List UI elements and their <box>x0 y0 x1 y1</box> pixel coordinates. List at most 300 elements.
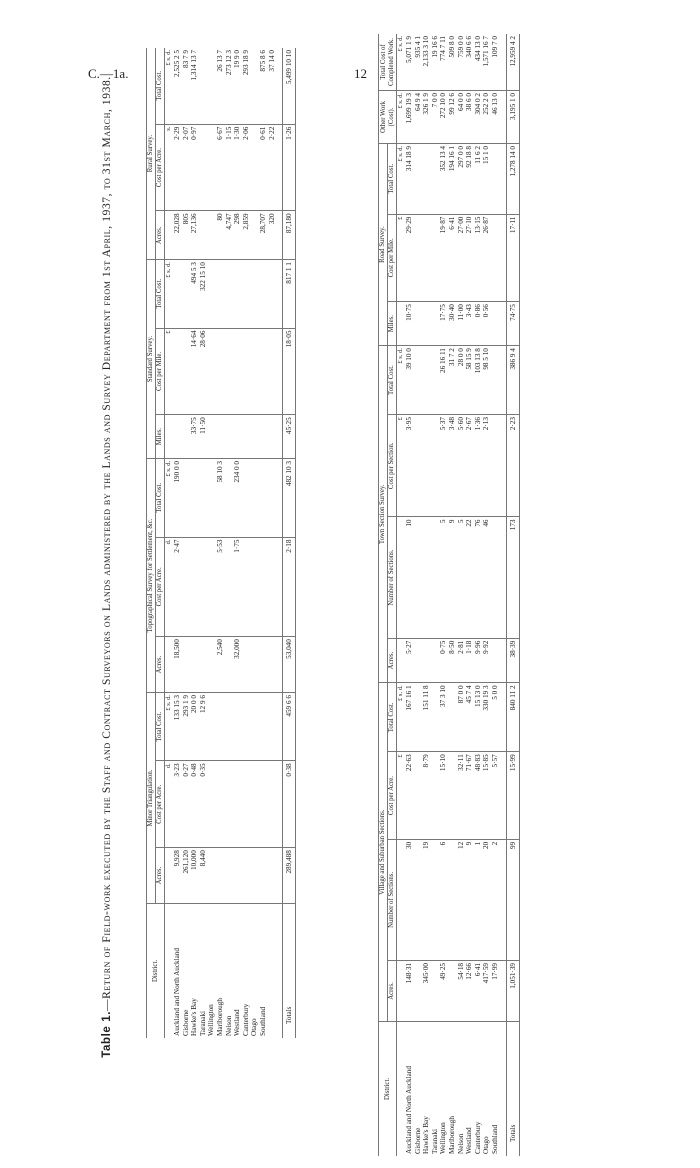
table-cell <box>259 637 268 693</box>
table-cell <box>207 848 216 904</box>
table-cell <box>242 693 251 761</box>
table-cell <box>414 517 423 638</box>
table-cell: 58 10 3 <box>216 458 225 537</box>
district-name: Westland <box>233 1009 242 1036</box>
table-cell <box>491 214 500 301</box>
totals-cell: 45·25 <box>283 415 296 459</box>
table-cell <box>190 537 199 637</box>
table-cell: 30 <box>405 839 414 960</box>
table-cell <box>268 537 277 637</box>
table-cell: 2·06 <box>242 124 251 211</box>
table-cell: 2,540 <box>216 637 225 693</box>
unit-label: £ s. d. <box>397 34 406 91</box>
district-name: Auckland and North Auckland <box>405 1065 413 1154</box>
table-cell <box>431 144 440 215</box>
table-cell: 234 0 0 <box>233 458 242 537</box>
table-cell <box>422 346 431 415</box>
table-cell: 32·11 <box>457 752 466 839</box>
table-cell: 293 18 9 <box>242 48 251 124</box>
table-cell <box>225 637 234 693</box>
table-cell: 0·27 <box>182 761 191 848</box>
table-cell: 5 0 0 <box>491 683 500 752</box>
column-header: Cost per Mile. <box>388 214 397 301</box>
table-cell <box>225 693 234 761</box>
table-cell: 18,500 <box>173 637 182 693</box>
table-cell <box>250 415 259 459</box>
table-cell: 26 16 11 <box>439 346 448 415</box>
column-header: Acres. <box>156 637 165 693</box>
page-reference: C.—1a. <box>88 66 129 81</box>
table-cell: 2·13 <box>482 415 491 517</box>
unit-label: £ s. d. <box>165 260 174 328</box>
table-cell <box>182 415 191 459</box>
table-cell: 352 13 4 <box>439 144 448 215</box>
table-cell: 5·53 <box>216 537 225 637</box>
district-name: Southland <box>258 1006 267 1036</box>
unit-label: £ s. d. <box>165 458 174 537</box>
table-cell: 167 16 1 <box>405 683 414 752</box>
table-cell: 330 19 3 <box>482 683 491 752</box>
table-cell <box>199 537 208 637</box>
table-cell <box>182 637 191 693</box>
district-name: Otago <box>482 1136 491 1154</box>
unit-label <box>165 211 174 260</box>
table-cell: 326 1 9 <box>422 91 431 144</box>
table-cell: 22 <box>465 517 474 638</box>
column-header: Total Cost. <box>156 458 165 537</box>
totals-cell: 459 6 6 <box>283 693 296 761</box>
table-row <box>173 48 182 1038</box>
table-cell <box>259 761 268 848</box>
table-cell: 37 3 10 <box>439 683 448 752</box>
table-cell: 304 0 2 <box>474 91 483 144</box>
table-cell: 9,928 <box>173 848 182 904</box>
table-cell <box>491 638 500 683</box>
totals-cell: 386 9 4 <box>506 346 519 415</box>
table-cell <box>268 260 277 328</box>
table-row <box>259 48 268 1038</box>
table-cell: 0·61 <box>259 124 268 211</box>
table-cell <box>431 415 440 517</box>
group-header-village: Village and Suburban Sections. <box>379 683 388 1022</box>
totals-cell: 817 1 1 <box>283 260 296 328</box>
district-name: Marlborough <box>215 998 224 1036</box>
table-cell: 32,000 <box>233 637 242 693</box>
table-cell: 12 <box>457 839 466 960</box>
table-cell: 83 7 9 <box>182 48 191 124</box>
table-cell: 2,859 <box>242 211 251 260</box>
district-header: District. <box>151 959 159 983</box>
table-cell: 0·48 <box>190 761 199 848</box>
table-cell: 26 13 7 <box>216 48 225 124</box>
table-cell <box>250 761 259 848</box>
table-cell: 6·41 <box>474 960 483 1021</box>
district-name: Gisborne <box>181 1009 190 1036</box>
table-cell <box>242 260 251 328</box>
table-cell: 6 <box>439 839 448 960</box>
table-cell: 2·29 <box>173 124 182 211</box>
table-cell: 29·29 <box>405 214 414 301</box>
district-name: Wellington <box>207 1004 216 1036</box>
table-cell: 19 9 0 <box>233 48 242 124</box>
table-cell: 8·50 <box>448 638 457 683</box>
table-cell: 2·47 <box>173 537 182 637</box>
table-cell <box>207 260 216 328</box>
table-cell: 9·96 <box>474 638 483 683</box>
table-cell <box>225 328 234 415</box>
table-row <box>190 48 199 1038</box>
table-cell <box>414 638 423 683</box>
table-cell <box>173 328 182 415</box>
table-cell: 2·81 <box>457 638 466 683</box>
table-cell <box>199 211 208 260</box>
totals-cell: 99 <box>506 839 519 960</box>
table-cell <box>414 144 423 215</box>
table-cell: 194 16 1 <box>448 144 457 215</box>
table-cell <box>233 260 242 328</box>
table-cell <box>414 214 423 301</box>
table-cell: 27,136 <box>190 211 199 260</box>
table-cell <box>422 517 431 638</box>
table-cell <box>431 839 440 960</box>
table-row <box>448 34 457 1156</box>
totals-cell: 17·11 <box>506 214 519 301</box>
table-cell <box>448 752 457 839</box>
totals-row <box>506 34 519 1156</box>
table-cell <box>414 960 423 1021</box>
table-row <box>457 34 466 1156</box>
table-cell <box>242 761 251 848</box>
table-cell: 20 <box>482 839 491 960</box>
table-cell <box>259 415 268 459</box>
table-cell: 28,707 <box>259 211 268 260</box>
table-cell <box>242 637 251 693</box>
unit-label <box>397 517 406 638</box>
table-cell: 87 0 0 <box>457 683 466 752</box>
table-cell <box>216 848 225 904</box>
table-cell <box>414 346 423 415</box>
table-cell <box>491 302 500 346</box>
table-cell <box>491 517 500 638</box>
totals-cell: 289,488 <box>283 848 296 904</box>
unit-label <box>165 415 174 459</box>
table-cell <box>259 848 268 904</box>
table-cell: 49·25 <box>439 960 448 1021</box>
table-cell: 15·10 <box>439 752 448 839</box>
table-cell <box>199 124 208 211</box>
unit-label: d. <box>165 537 174 637</box>
table-cell <box>491 415 500 517</box>
unit-label <box>165 848 174 904</box>
unit-label: d. <box>165 761 174 848</box>
table-cell <box>268 693 277 761</box>
table-cell <box>268 848 277 904</box>
table-cell <box>216 328 225 415</box>
table-cell <box>250 637 259 693</box>
totals-cell: 482 10 3 <box>283 458 296 537</box>
table-cell: 1,571 16 7 <box>482 34 491 91</box>
table-cell: 2·67 <box>465 415 474 517</box>
column-header: Acres. <box>156 848 165 904</box>
group-header-rural: Rural Survey. <box>147 48 156 260</box>
table-cell <box>225 761 234 848</box>
table-cell: 76 <box>474 517 483 638</box>
table-cell <box>207 48 216 124</box>
column-header: Total Cost. <box>156 693 165 761</box>
table-cell <box>199 48 208 124</box>
unit-label: £ s. d. <box>397 346 406 415</box>
table-cell: 37 14 0 <box>268 48 277 124</box>
table-cell: 0·86 <box>474 302 483 346</box>
table-row <box>233 48 242 1038</box>
table-cell <box>242 537 251 637</box>
district-name: Auckland and North Auckland <box>173 947 181 1036</box>
district-name: Canterbury <box>473 1121 482 1154</box>
table-cell <box>225 537 234 637</box>
unit-label <box>397 839 406 960</box>
table-cell <box>250 458 259 537</box>
table-cell <box>422 214 431 301</box>
page-number: 12 <box>354 66 367 81</box>
table-cell <box>190 637 199 693</box>
table-cell <box>182 260 191 328</box>
column-header: Cost per Acre. <box>156 761 165 848</box>
col-header-other-work: Other Work (Cost). <box>379 91 397 144</box>
column-header: Cost per Mile. <box>156 328 165 415</box>
totals-cell: 2·23 <box>506 415 519 517</box>
table-cell <box>250 848 259 904</box>
table-cell: 15 1 0 <box>482 144 491 215</box>
table-cell <box>422 144 431 215</box>
table-cell: 10·75 <box>405 302 414 346</box>
column-header: Cost per Acre. <box>156 124 165 211</box>
table-cell <box>207 458 216 537</box>
table-cell: 103 13 8 <box>474 346 483 415</box>
table-cell: 27·00 <box>457 214 466 301</box>
table-cell: 1 <box>474 839 483 960</box>
table-cell: 5 <box>439 517 448 638</box>
table-cell: 5·27 <box>405 638 414 683</box>
totals-cell: 5,499 10 10 <box>283 48 296 124</box>
table-cell <box>242 328 251 415</box>
group-header-standard: Standard Survey. <box>147 260 156 459</box>
table-cell: 417·59 <box>482 960 491 1021</box>
table-cell <box>268 415 277 459</box>
table-cell <box>207 637 216 693</box>
district-name: Marlborough <box>447 1116 456 1154</box>
table-cell: 935 4 1 <box>414 34 423 91</box>
table-cell <box>250 48 259 124</box>
totals-cell: 53,040 <box>283 637 296 693</box>
table-cell: 1·36 <box>474 415 483 517</box>
table-cell: 71·67 <box>465 752 474 839</box>
table-cell: 272 10 0 <box>439 91 448 144</box>
table-cell <box>431 517 440 638</box>
table-cell: 0·56 <box>482 302 491 346</box>
table-caption <box>100 62 115 1072</box>
table-cell: 1·30 <box>233 124 242 211</box>
table-cell <box>173 260 182 328</box>
table-cell: 26·87 <box>482 214 491 301</box>
table-cell: 15·85 <box>482 752 491 839</box>
totals-cell: 840 11 2 <box>506 683 519 752</box>
table-cell <box>448 839 457 960</box>
table-cell: 3·43 <box>465 302 474 346</box>
unit-label: £ s. d. <box>165 693 174 761</box>
table-cell <box>233 848 242 904</box>
table-cell <box>431 302 440 346</box>
table-row <box>414 34 423 1156</box>
table-cell <box>414 683 423 752</box>
table-cell: 109 7 0 <box>491 34 500 91</box>
district-name: Taranaki <box>198 1010 207 1036</box>
district-name: Canterbury <box>241 1003 250 1036</box>
table-cell <box>250 124 259 211</box>
table-cell <box>422 415 431 517</box>
table-cell: 774 7 11 <box>439 34 448 91</box>
district-name: Hawke's Bay <box>190 998 199 1036</box>
table-cell <box>414 839 423 960</box>
district-name: Gisborne <box>413 1127 422 1154</box>
table-cell: 17·99 <box>491 960 500 1021</box>
table-cell: 10,000 <box>190 848 199 904</box>
table-cell: 0·97 <box>190 124 199 211</box>
table-cell <box>242 415 251 459</box>
unit-label: £ <box>397 752 406 839</box>
table-cell <box>259 328 268 415</box>
table-cell: 31 7 2 <box>448 346 457 415</box>
table-cell: 7 0 0 <box>431 91 440 144</box>
table-cell <box>216 693 225 761</box>
table-cell: 10 <box>405 517 414 638</box>
table-cell <box>491 144 500 215</box>
totals-cell: 1·26 <box>283 124 296 211</box>
table-cell: 2,133 3 10 <box>422 34 431 91</box>
table-cell: 8,440 <box>199 848 208 904</box>
table-cell: 19·87 <box>439 214 448 301</box>
unit-label: £ s. d. <box>397 91 406 144</box>
table-row <box>250 48 259 1038</box>
table-cell <box>173 415 182 459</box>
column-header: Acres. <box>388 638 397 683</box>
table-row <box>199 48 208 1038</box>
table-cell <box>414 752 423 839</box>
table-cell: 0·75 <box>439 638 448 683</box>
table-row <box>225 48 234 1038</box>
table-cell <box>448 683 457 752</box>
table-cell: 11 6 2 <box>474 144 483 215</box>
table-cell <box>182 458 191 537</box>
table-cell: 98 5 10 <box>482 346 491 415</box>
table-cell: 12 9 6 <box>199 693 208 761</box>
field-work-table-1 <box>146 48 296 1038</box>
table-cell: 5,071 1 9 <box>405 34 414 91</box>
table-cell <box>233 761 242 848</box>
table-cell: 345·00 <box>422 960 431 1021</box>
table-title: —Return of Field-work executed by the Staff and Contract Surveyors on Lands administered by the Lands and Survey Department from 1st April, 1937, to 31st March, 1938. <box>101 76 113 1011</box>
table-cell <box>250 260 259 328</box>
table-row <box>491 34 500 1156</box>
column-header: Cost per Acre. <box>388 752 397 839</box>
table-label: Table 1. <box>101 1011 113 1058</box>
table-cell <box>182 537 191 637</box>
table-cell: 14·64 <box>190 328 199 415</box>
table-cell: 11·00 <box>457 302 466 346</box>
table-cell <box>259 693 268 761</box>
totals-cell: 87,180 <box>283 211 296 260</box>
table-cell <box>216 761 225 848</box>
district-name: Hawke's Bay <box>422 1116 431 1154</box>
table-cell: 27·10 <box>465 214 474 301</box>
unit-label: £ s. d. <box>397 144 406 215</box>
table-cell: 4,747 <box>225 211 234 260</box>
table-cell: 9 <box>465 839 474 960</box>
table-cell <box>259 537 268 637</box>
table-cell <box>190 458 199 537</box>
table-cell: 8·79 <box>422 752 431 839</box>
table-cell: 39 10 0 <box>405 346 414 415</box>
column-header: Total Cost. <box>156 260 165 328</box>
column-header: Number of Sections. <box>388 517 397 638</box>
unit-label <box>397 960 406 1021</box>
table-row <box>474 34 483 1156</box>
unit-label <box>165 637 174 693</box>
table-row <box>182 48 191 1038</box>
table-cell: 54·18 <box>457 960 466 1021</box>
table-cell: 293 1 9 <box>182 693 191 761</box>
table-cell <box>207 761 216 848</box>
table-cell: 28 0 0 <box>457 346 466 415</box>
district-name: Otago <box>250 1018 259 1036</box>
table-row <box>482 34 491 1156</box>
table-cell: 28·06 <box>199 328 208 415</box>
totals-cell: 38·39 <box>506 638 519 683</box>
table-cell: 9 <box>448 517 457 638</box>
table-cell <box>207 537 216 637</box>
table-cell <box>233 415 242 459</box>
table-cell: 1,314 13 7 <box>190 48 199 124</box>
table-cell: 2·07 <box>182 124 191 211</box>
table-cell: 298 <box>233 211 242 260</box>
table-cell: 1·75 <box>233 537 242 637</box>
table-cell <box>233 693 242 761</box>
table-cell: 2,525 2 5 <box>173 48 182 124</box>
totals-cell: 1,051·39 <box>506 960 519 1021</box>
col-header-total-completed: Total Cost of Completed Work. <box>379 34 397 91</box>
table-cell <box>250 693 259 761</box>
table-cell <box>431 752 440 839</box>
table-cell <box>414 302 423 346</box>
table-cell: 13·15 <box>474 214 483 301</box>
table-cell: 99 12 6 <box>448 91 457 144</box>
table-cell: 261,120 <box>182 848 191 904</box>
table-cell: 11·50 <box>199 415 208 459</box>
column-header: Number of Sections. <box>388 839 397 960</box>
table-cell: 45 7 4 <box>465 683 474 752</box>
totals-cell: 2·18 <box>283 537 296 637</box>
table-cell <box>207 211 216 260</box>
table-cell <box>225 458 234 537</box>
column-header: Total Cost. <box>156 48 165 124</box>
table-cell <box>259 260 268 328</box>
table-cell <box>225 415 234 459</box>
group-header-town: Town Section Survey. <box>379 346 388 683</box>
table-cell: 322 15 10 <box>199 260 208 328</box>
table-cell <box>431 346 440 415</box>
table-row <box>207 48 216 1038</box>
table-cell: 5 <box>457 517 466 638</box>
table-cell: 15 13 0 <box>474 683 483 752</box>
